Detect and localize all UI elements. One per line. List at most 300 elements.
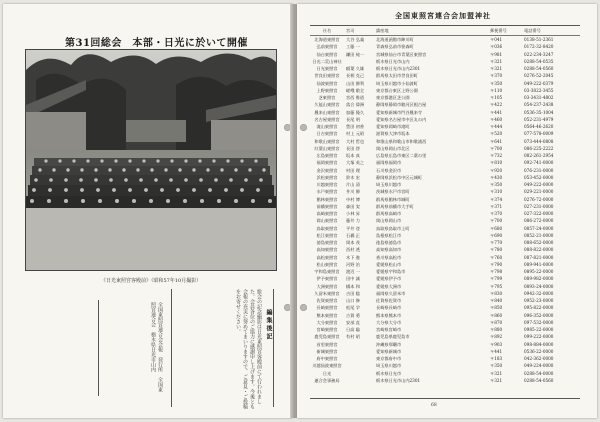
table-row xyxy=(310,290,580,297)
cell-address: 群馬県前橋市大手町 xyxy=(376,203,414,209)
table-row xyxy=(310,225,580,232)
cell-address: 愛知県名古屋市中区丸の内 xyxy=(376,116,427,122)
cell-address: 石川県金沢市 xyxy=(376,167,402,173)
cell-priest: 大村 哲也 xyxy=(346,138,365,144)
cell-shrine: 川越仙波東照宮 xyxy=(312,363,342,369)
cell-priest xyxy=(344,362,374,369)
cell-phone: 088-822-0000 xyxy=(524,247,554,253)
cell-shrine: 高松東照宮 xyxy=(316,254,338,260)
cell-address: 群馬県高崎市 xyxy=(376,211,402,216)
cell-shrine: 日吉東照宮 xyxy=(316,131,338,137)
table-row xyxy=(310,36,580,43)
cell-shrine: 新城東照宮 xyxy=(316,348,338,354)
cell-priest: 松尾 学 xyxy=(346,305,360,311)
table-row xyxy=(310,130,580,137)
table-row xyxy=(310,297,580,304)
cell-address: 福岡県久留米市 xyxy=(376,290,406,296)
cell-shrine: 宇和島東照宮 xyxy=(314,269,340,274)
cell-address: 埼玉県川越市 xyxy=(376,363,402,369)
colophon-rule xyxy=(98,300,99,396)
cell-priest: 藤井 力 xyxy=(346,218,360,224)
cell-priest: 森田 実 xyxy=(346,203,360,209)
cell-address: 栃木県日光市 xyxy=(376,370,402,376)
cell-shrine: 高知東照宮 xyxy=(316,247,338,253)
cell-priest: 中村 博 xyxy=(346,196,360,202)
table-row xyxy=(310,188,580,195)
cell-address: 青森県弘前市笹森町 xyxy=(376,44,414,50)
cell-shrine: 館林東照宮 xyxy=(316,196,338,202)
cell-shrine: 松山東照宮 xyxy=(316,261,338,267)
cell-address: 北海道函館市陣川町 xyxy=(376,37,414,42)
table-row xyxy=(310,283,580,290)
shrine-table xyxy=(310,25,580,399)
binding-hole-bottom-right xyxy=(300,304,307,311)
cell-postal: 〒441 xyxy=(490,348,503,354)
cell-phone: 0276-52-2045 xyxy=(524,73,554,79)
cell-priest xyxy=(344,377,374,384)
cell-priest: 西村 透 xyxy=(346,247,360,253)
cell-priest xyxy=(344,370,374,377)
cell-phone: 0985-22-0000 xyxy=(524,327,554,332)
cell-postal: 〒370 xyxy=(490,73,503,79)
cell-postal: 〒321 xyxy=(490,58,503,64)
cell-phone: 0852-21-0000 xyxy=(524,232,554,238)
cell-address: 静岡県静岡市駿河区根古屋 xyxy=(376,102,427,108)
table-row xyxy=(310,174,580,181)
table-row xyxy=(310,203,580,210)
cell-shrine: 上野東照宮 xyxy=(316,87,338,93)
cell-postal: 〒680 xyxy=(490,225,503,231)
cell-phone: 086-272-0000 xyxy=(524,218,554,224)
cell-postal: 〒690 xyxy=(490,232,503,238)
table-row xyxy=(310,138,580,145)
cell-shrine: 久留米東照宮 xyxy=(314,290,340,296)
cell-postal: 〒700 xyxy=(490,218,503,224)
cell-shrine: 日光二荒山神社 xyxy=(312,58,342,64)
cell-postal: 〒840 xyxy=(490,298,503,303)
cell-phone: 095-822-0000 xyxy=(524,305,554,311)
cell-postal: 〒444 xyxy=(490,124,503,129)
cell-postal: 〒780 xyxy=(490,247,503,253)
table-row xyxy=(310,268,580,275)
cell-postal: 〒732 xyxy=(490,153,503,158)
cell-phone: 03-3431-4802 xyxy=(524,95,554,100)
header-postal: 郵便番号 xyxy=(490,28,507,33)
cell-address: 滋賀県大津市坂本 xyxy=(376,131,410,137)
cell-postal: 〒370 xyxy=(490,211,503,216)
cell-phone: 0288-54-0000 xyxy=(524,370,554,376)
cell-postal: 〒860 xyxy=(490,312,503,318)
cell-shrine: 連合会事務局 xyxy=(314,377,340,383)
cell-postal: 〒770 xyxy=(490,240,503,245)
cell-phone: 0857-24-0000 xyxy=(524,225,554,231)
cell-postal: 〒880 xyxy=(490,327,503,332)
table-row xyxy=(310,370,580,377)
cell-priest xyxy=(344,348,374,355)
table-row xyxy=(310,80,580,87)
cell-shrine: 日光 xyxy=(322,370,332,376)
cell-phone: 086-225-2222 xyxy=(524,145,554,151)
table-row xyxy=(310,181,580,188)
cell-address: 愛知県岡崎市滝町 xyxy=(376,124,410,129)
cell-phone: 027-322-0000 xyxy=(524,211,554,216)
cell-priest: 石橋 正 xyxy=(346,232,360,238)
cell-shrine: 広島東照宮 xyxy=(316,153,338,158)
cell-address: 茨城県水戸市宮町 xyxy=(376,189,410,195)
cell-shrine: 鳥取東照宮 xyxy=(316,225,338,231)
cell-postal: 〒850 xyxy=(490,305,503,311)
cell-postal: 〒041 xyxy=(490,37,503,42)
cell-phone: 049-222-0379 xyxy=(524,80,554,86)
cell-shrine: 仙波東照宮 xyxy=(316,80,338,86)
cell-priest: 嵯峨 敞全 xyxy=(346,87,365,93)
cell-phone: 0895-22-0000 xyxy=(524,269,554,274)
cell-phone: 049-224-0000 xyxy=(524,363,554,369)
cell-shrine: 川越東照宮 xyxy=(316,182,338,187)
cell-priest: 長尾 明 xyxy=(346,116,360,122)
cell-priest: 橋本 和 xyxy=(346,283,360,289)
table-row xyxy=(310,275,580,282)
cell-shrine: 松江東照宮 xyxy=(316,232,338,238)
cell-phone: 0942-32-0000 xyxy=(524,290,554,296)
table-row xyxy=(310,152,580,159)
cell-address: 徳島県徳島市 xyxy=(376,240,402,245)
cell-shrine: 佐賀東照宮 xyxy=(316,298,338,303)
cell-phone: 027-231-0000 xyxy=(524,203,554,209)
cell-phone: 022-234-3247 xyxy=(524,51,554,57)
cell-shrine: 伊予東照宮 xyxy=(316,276,338,282)
cell-shrine: 久能山東照宮 xyxy=(314,102,340,108)
cell-priest: 山田 勝利 xyxy=(346,80,365,86)
photo-title: 第31回総会 本部・日光に於いて開催 xyxy=(65,38,248,49)
cell-address: 大分県大分市 xyxy=(376,319,402,325)
cell-postal: 〒920 xyxy=(490,167,503,173)
cell-postal: 〒798 xyxy=(490,269,503,274)
cell-address: 栃木県日光市山内 xyxy=(376,58,410,64)
left-page xyxy=(3,4,293,418)
cell-postal: 〒321 xyxy=(490,377,503,383)
cell-postal: 〒981 xyxy=(490,51,503,57)
table-row xyxy=(310,51,580,58)
cell-priest: 古賀 勇 xyxy=(346,312,360,318)
cell-shrine: 首里東照宮 xyxy=(316,341,338,347)
header-priest: 宮司 xyxy=(346,28,355,33)
cell-priest: 河野 治 xyxy=(346,261,360,267)
cell-priest: 宮西 惟道 xyxy=(346,95,365,100)
cell-shrine: 鹿児島東照宮 xyxy=(314,334,340,340)
table-header xyxy=(310,26,580,36)
table-row xyxy=(310,246,580,253)
cell-address: 福岡県福岡市 xyxy=(376,160,402,166)
cell-address: 香川県高松市 xyxy=(376,254,402,260)
table-row xyxy=(310,72,580,79)
cell-phone: 0536-22-0000 xyxy=(524,348,554,354)
cell-priest: 有村 昭 xyxy=(346,334,360,340)
cell-priest xyxy=(344,355,374,362)
cell-postal: 〒321 xyxy=(490,66,503,71)
cell-shrine: 仙台東照宮 xyxy=(316,51,338,57)
table-row xyxy=(310,319,580,326)
cell-address: 鹿児島県鹿児島市 xyxy=(376,334,410,340)
cell-postal: 〒903 xyxy=(490,341,503,347)
cell-postal: 〒795 xyxy=(490,283,503,289)
table-row xyxy=(310,123,580,130)
cell-postal: 〒830 xyxy=(490,290,503,296)
table-row xyxy=(310,355,580,362)
binding-hole-top-right xyxy=(300,124,307,131)
cell-address: 佐賀県佐賀市 xyxy=(376,298,402,303)
cell-priest xyxy=(344,58,374,65)
cell-postal: 〒441 xyxy=(490,109,503,115)
cell-postal: 〒374 xyxy=(490,196,503,202)
table-row xyxy=(310,116,580,123)
cell-shrine: 高崎東照宮 xyxy=(316,211,338,216)
cell-phone: 089-982-0000 xyxy=(524,276,554,282)
table-row xyxy=(310,239,580,246)
table-title: 全国東照宮連合会加盟神社 xyxy=(395,11,491,20)
cell-postal: 〒870 xyxy=(490,319,503,325)
table-row xyxy=(310,261,580,268)
cell-phone: 0952-23-0000 xyxy=(524,298,554,303)
cell-priest: 日高 聡 xyxy=(346,327,360,332)
cell-shrine: 熊本東照宮 xyxy=(316,312,338,318)
cell-phone: 088-652-0000 xyxy=(524,240,554,245)
cell-address: 東京都台東区上野公園 xyxy=(376,87,418,93)
table-row xyxy=(310,101,580,108)
cell-address: 愛媛県大洲市 xyxy=(376,283,402,289)
cell-postal: 〒350 xyxy=(490,80,503,86)
cell-postal: 〒321 xyxy=(490,370,503,376)
cell-priest: 山口 修 xyxy=(346,298,360,303)
table-row xyxy=(310,65,580,72)
page-number: 68 xyxy=(431,403,437,408)
cell-address: 高知県高知市 xyxy=(376,247,402,253)
table-row xyxy=(310,254,580,261)
cell-address: 群馬県太田市世良田町 xyxy=(376,73,418,79)
cell-address: 栃木県日光市山内2301 xyxy=(376,66,421,71)
cell-phone: 099-222-0000 xyxy=(524,334,554,340)
table-row xyxy=(310,167,580,174)
cell-priest: 渡辺 一 xyxy=(346,269,360,274)
cell-shrine: 滝山東照宮 xyxy=(316,124,338,129)
cell-shrine: 和歌山東照宮 xyxy=(314,138,340,144)
cell-shrine: 北海道東照宮 xyxy=(314,37,340,42)
cell-phone: 0138-51-2361 xyxy=(524,37,554,42)
table-row xyxy=(310,196,580,203)
editor-rule-left xyxy=(171,289,172,407)
cell-phone: 087-821-0000 xyxy=(524,254,554,260)
cell-postal: 〒310 xyxy=(490,189,503,195)
cell-address: 熊本県熊本市 xyxy=(376,312,402,318)
photo-caption: 《日光東照宮客殿前》（昭和57年10月撮影） xyxy=(101,278,202,284)
cell-postal: 〒371 xyxy=(490,203,503,209)
cell-shrine: 大分東照宮 xyxy=(316,319,338,325)
cell-phone: 052-231-4979 xyxy=(524,116,554,122)
cell-phone: 0893-24-0000 xyxy=(524,283,554,289)
cell-priest: 稲葉 久雄 xyxy=(346,66,365,71)
cell-address: 埼玉県川越市小仙波町 xyxy=(376,80,418,86)
cell-address: 愛媛県松山市 xyxy=(376,261,402,267)
table-row xyxy=(310,377,580,384)
cell-postal: 〒350 xyxy=(490,182,503,187)
table-row xyxy=(310,58,580,65)
cell-phone: 077-578-0009 xyxy=(524,131,554,137)
cell-phone: 0172-32-8420 xyxy=(524,44,554,50)
header-phone: 電話番号 xyxy=(524,28,541,33)
cell-priest: 小林 昇 xyxy=(346,211,360,216)
cell-address: 愛媛県宇和島市 xyxy=(376,269,406,274)
table-row xyxy=(310,217,580,224)
cell-postal: 〒892 xyxy=(490,334,503,340)
cell-priest: 長柄 克己 xyxy=(346,73,365,79)
editor-rule-right xyxy=(273,289,274,407)
cell-priest: 吉田 稔 xyxy=(346,290,360,296)
cell-postal: 〒183 xyxy=(490,356,503,361)
cell-address: 東京都府中市 xyxy=(376,356,402,361)
cell-phone: 0288-54-0560 xyxy=(524,377,554,383)
table-row xyxy=(310,43,580,50)
colophon: 全国東照宮連合会会報 発行所 全国東照宮連合会 栃木県日光市山内 xyxy=(150,302,163,392)
cell-shrine: 大洲東照宮 xyxy=(316,283,338,289)
table-row xyxy=(310,362,580,369)
cell-address: 和歌山県和歌山市和歌浦西 xyxy=(376,138,427,144)
cell-address: 岡山県岡山市北区 xyxy=(376,145,410,151)
cell-phone: 042-362-0000 xyxy=(524,356,554,361)
table-row xyxy=(310,348,580,355)
cell-address: 群馬県館林市城町 xyxy=(376,196,410,202)
cell-shrine: 福岡東照宮 xyxy=(316,160,338,166)
cell-priest: 岡本 茂 xyxy=(346,240,360,245)
cell-address: 東京都港区芝公園 xyxy=(376,95,410,100)
cell-priest: 長田 啓 xyxy=(346,145,360,151)
cell-postal: 〒790 xyxy=(490,261,503,267)
cell-priest: 坂本 真 xyxy=(346,153,360,158)
cell-priest: 井川 勝 xyxy=(346,189,360,195)
header-shrine: 社名 xyxy=(322,28,332,33)
cell-postal: 〒760 xyxy=(490,254,503,260)
cell-phone: 092-741-0000 xyxy=(524,160,554,166)
cell-postal: 〒799 xyxy=(490,276,503,282)
cell-shrine: 日光東照宮 xyxy=(316,66,338,71)
cell-priest: 安部 直 xyxy=(346,319,360,325)
cell-shrine: 芝東照宮 xyxy=(318,95,336,100)
cell-priest: 鎌田 純一 xyxy=(346,51,365,57)
header-address: 鎮座地 xyxy=(376,28,389,33)
cell-shrine: 宮崎東照宮 xyxy=(316,327,338,332)
cell-phone: 0564-46-2620 xyxy=(524,124,554,129)
cell-shrine: 岡山東照宮 xyxy=(316,218,338,224)
cell-address: 島根県松江市 xyxy=(376,232,402,238)
table-row xyxy=(310,210,580,217)
cell-postal: 〒422 xyxy=(490,102,503,108)
cell-address: 宮城県仙台市青葉区東照宮 xyxy=(376,51,427,57)
table-row xyxy=(310,326,580,333)
group-photo-image xyxy=(26,50,276,270)
cell-phone: 053-452-0000 xyxy=(524,174,554,180)
cell-shrine: 前橋東照宮 xyxy=(316,203,338,209)
cell-shrine: 鳳来山東照宮 xyxy=(314,109,340,115)
group-photo xyxy=(25,49,277,271)
cell-shrine: 長崎東照宮 xyxy=(316,305,338,311)
table-row xyxy=(310,109,580,116)
cell-postal: 〒460 xyxy=(490,116,503,122)
cell-address: 長崎県長崎市 xyxy=(376,305,402,311)
cell-postal: 〒810 xyxy=(490,160,503,166)
cell-phone: 082-261-2954 xyxy=(524,153,554,158)
cell-priest: 落合 偉洲 xyxy=(346,102,365,108)
table-row xyxy=(310,87,580,94)
table-row xyxy=(310,232,580,239)
cell-postal: 〒105 xyxy=(490,95,503,100)
cell-shrine: 紅葉山東照宮 xyxy=(314,145,340,151)
cell-address: 埼玉県川越市 xyxy=(376,182,402,187)
cell-shrine: 金沢東照宮 xyxy=(316,167,338,173)
cell-address: 愛媛県伊予市 xyxy=(376,276,402,282)
cell-phone: 076-231-0000 xyxy=(524,167,554,173)
cell-priest: 豊田 初香 xyxy=(346,124,365,129)
cell-phone: 073-444-0808 xyxy=(524,138,554,144)
cell-address: 愛知県新城市 xyxy=(376,348,402,354)
cell-postal: 〒110 xyxy=(490,87,503,93)
cell-priest: 木下 進 xyxy=(346,254,360,260)
cell-address: 鳥取県鳥取市上町 xyxy=(376,225,410,231)
cell-phone: 0536-35-1004 xyxy=(524,109,554,115)
cell-priest: 加藤 隆久 xyxy=(346,109,365,115)
cell-postal: 〒700 xyxy=(490,145,503,151)
cell-address: 広島県広島市東区二葉の里 xyxy=(376,153,427,158)
cell-shrine: 徳島東照宮 xyxy=(316,240,338,245)
cell-phone: 096-352-0000 xyxy=(524,312,554,318)
cell-shrine: 名古屋東照宮 xyxy=(314,116,340,122)
table-row xyxy=(310,159,580,166)
editor-heading: 編集後記 xyxy=(265,309,272,341)
cell-phone: 0276-72-0000 xyxy=(524,196,554,202)
table-row xyxy=(310,94,580,101)
table-row xyxy=(310,145,580,152)
cell-address: 栃木県日光市山内2301 xyxy=(376,377,421,383)
cell-shrine: 世良田東照宮 xyxy=(314,73,340,79)
cell-phone: 098-884-0000 xyxy=(524,341,554,347)
table-body xyxy=(310,36,580,384)
cell-phone: 049-222-0000 xyxy=(524,182,554,187)
cell-phone: 054-237-2438 xyxy=(524,102,554,108)
cell-phone: 097-532-0000 xyxy=(524,319,554,325)
editor-note: 総会の記念撮影は日光東照宮客殿前にて行われました。会員各位のご協力に感謝申し上げます。今後とも会報の充実に努めてまいりますので、ご意見・ご投稿をお寄せください。 xyxy=(235,289,262,409)
cell-priest: 大塚 英之 xyxy=(346,160,365,166)
cell-phone: 03-3822-3455 xyxy=(524,87,554,93)
cell-postal: 〒520 xyxy=(490,131,503,137)
cell-phone: 089-941-0000 xyxy=(524,261,554,267)
cell-priest: 村上 元昭 xyxy=(346,131,365,137)
table-row xyxy=(310,341,580,348)
cell-postal: 〒430 xyxy=(490,174,503,180)
cell-address: 宮崎県宮崎市 xyxy=(376,327,402,332)
cell-priest xyxy=(344,341,374,348)
table-row xyxy=(310,312,580,319)
cell-priest: 平井 登 xyxy=(346,225,360,231)
cell-phone: 029-221-0000 xyxy=(524,189,554,195)
cell-priest: 大谷 弘義 xyxy=(346,37,365,42)
cell-priest: 片山 清 xyxy=(346,182,360,187)
cell-phone: 0288-54-0560 xyxy=(524,66,554,71)
cell-priest: 工藤 一 xyxy=(346,44,360,50)
cell-priest: 村田 理 xyxy=(346,167,360,173)
cell-shrine: 水戸東照宮 xyxy=(316,189,338,195)
cell-address: 岡山県岡山市 xyxy=(376,218,402,224)
cell-shrine: 浜松東照宮 xyxy=(316,174,338,180)
cell-shrine: 弘前東照宮 xyxy=(316,44,338,50)
table-row xyxy=(310,304,580,311)
